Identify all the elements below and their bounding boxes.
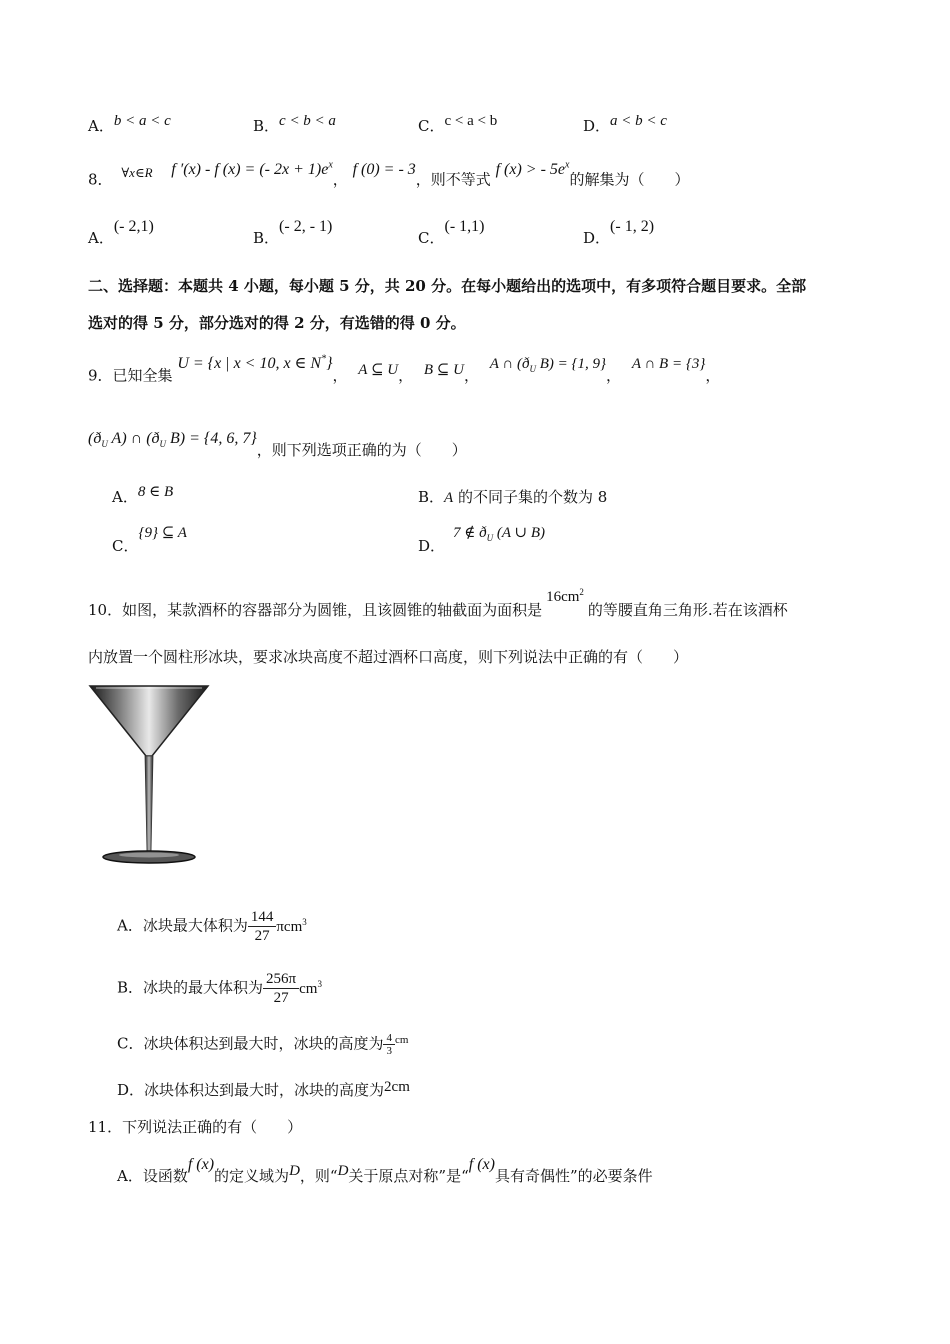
stem-text: 10．如图，某款酒杯的容器部分为圆锥，且该圆锥的轴截面为面积是 xyxy=(88,601,543,619)
option-tag: D． xyxy=(418,537,446,555)
function-fx: f (x) xyxy=(187,1156,215,1173)
q9-intersection-1 xyxy=(489,356,607,375)
glass-stem xyxy=(145,756,153,852)
q10-option-a xyxy=(117,908,307,945)
q10-stem-line-2: 内放置一个圆柱形冰块，要求冰块高度不超过酒杯口高度，则下列说法中正确的有（ ） xyxy=(88,648,689,666)
q8-option-d xyxy=(583,218,655,249)
option-expr: (- 2,1) xyxy=(113,218,154,235)
set-close: } xyxy=(326,355,333,373)
q10-option-b xyxy=(117,970,322,1007)
area-text: 16cm xyxy=(546,589,580,605)
numerator: 144 xyxy=(248,908,277,927)
q10-area xyxy=(546,589,584,605)
q10-option-c xyxy=(117,1032,408,1057)
comp-sub: U xyxy=(159,439,167,450)
option-tag: B． xyxy=(253,229,280,247)
ineq-sup: x xyxy=(565,160,570,171)
option-tag: D． xyxy=(583,117,611,135)
option-text: 的不同子集的个数为 8 xyxy=(453,488,608,506)
option-tag: A． xyxy=(112,488,138,506)
option-expr: A xyxy=(444,490,454,506)
domain-d: D xyxy=(289,1163,300,1179)
q11-option-a xyxy=(117,1156,653,1187)
q8-mid-text: ，则不等式 xyxy=(415,170,491,189)
option-text: 的定义域为 xyxy=(214,1167,290,1185)
option-expr: a < b < c xyxy=(610,113,667,129)
q9-intersection-2: A ∩ B = {3} xyxy=(631,356,706,373)
comp-sub: U xyxy=(101,439,108,450)
question-number: 8． xyxy=(88,170,113,189)
option-tag: C． xyxy=(112,537,139,555)
q8-condition: ∀x∈R xyxy=(121,165,153,181)
q9-universal-set xyxy=(177,355,332,372)
eq-sup: x xyxy=(328,160,333,171)
cap-tail: B) = {1, 9} xyxy=(536,356,607,373)
q7-option-a xyxy=(88,113,171,137)
option-expr: {9} ⊆ A xyxy=(138,525,187,541)
comma: ， xyxy=(398,366,414,385)
unit-text: cm xyxy=(299,980,318,997)
ineq-text: f (x) > - 5e xyxy=(495,161,566,179)
comma: ， xyxy=(463,366,479,385)
option-expr: (- 1,1) xyxy=(444,218,485,235)
area-sup: 2 xyxy=(579,587,584,597)
option-unit: 2cm xyxy=(384,1079,410,1095)
option-text: B．冰块的最大体积为 xyxy=(117,978,264,997)
function-fx: f (x) xyxy=(468,1156,495,1173)
cap-text: A ∩ (ð xyxy=(489,356,530,373)
comp-text: A) ∩ (ð xyxy=(107,430,160,447)
expr-text: 7 ∉ ð xyxy=(453,525,487,541)
option-expr xyxy=(453,525,545,541)
unit-sup: 3 xyxy=(302,916,307,927)
option-unit: cm xyxy=(394,1033,409,1046)
comp-text: B) = {4, 6, 7} xyxy=(166,430,257,447)
eq-text: f ′(x) - f (x) = (- 2x + 1)e xyxy=(171,161,329,179)
fraction xyxy=(248,908,277,945)
option-text: D．冰块体积达到最大时，冰块的高度为 xyxy=(117,1081,385,1099)
denominator: 27 xyxy=(273,990,289,1006)
q9-option-c xyxy=(112,525,187,557)
q10-stem-line-1 xyxy=(88,587,788,621)
option-tag: B． xyxy=(418,488,445,506)
fraction xyxy=(383,1032,395,1057)
option-expr: 8 ∈ B xyxy=(137,484,174,500)
comma: ， xyxy=(705,366,721,385)
domain-d: D xyxy=(337,1163,349,1179)
unit-text: πcm xyxy=(276,918,303,935)
option-text: 关于原点对称”是“ xyxy=(348,1167,469,1185)
q8-option-c xyxy=(418,218,485,249)
fraction xyxy=(263,970,299,1007)
glass-bowl xyxy=(90,686,208,756)
numerator: 256π xyxy=(263,970,299,989)
denominator: 3 xyxy=(386,1045,392,1057)
q8-option-a xyxy=(88,218,154,249)
comma: ， xyxy=(606,366,622,385)
option-text: 具有奇偶性”的必要条件 xyxy=(494,1167,653,1185)
option-tag: A． xyxy=(88,117,114,135)
option-tag: D． xyxy=(583,229,611,247)
q7-option-b xyxy=(253,113,336,137)
comma: ， xyxy=(332,366,348,385)
option-expr: (- 2, - 1) xyxy=(279,218,333,235)
option-tag: B． xyxy=(253,117,280,135)
q8-equation xyxy=(171,161,332,178)
q9-a-subset: A ⊆ U xyxy=(358,362,399,379)
q9-complement-intersection xyxy=(88,430,257,450)
option-expr: b < a < c xyxy=(113,113,171,129)
q9-b-subset: B ⊆ U xyxy=(423,362,464,379)
section-2-line-1: 二、选择题：本题共 4 小题，每小题 5 分，共 20 分。在每小题给出的选项中，有多项符合题目要求。全部 xyxy=(88,277,807,295)
option-unit xyxy=(276,916,307,935)
numerator: 4 xyxy=(383,1032,395,1045)
option-text: C．冰块体积达到最大时，冰块的高度为 xyxy=(117,1034,384,1053)
q11-title: 11．下列说法正确的有（ ） xyxy=(88,1118,303,1136)
martini-glass-image xyxy=(88,682,210,866)
set-sup: * xyxy=(321,354,327,365)
cap-sub: U xyxy=(529,364,536,375)
section-2-line-2: 选对的得 5 分，部分选对的得 2 分，有选错的得 0 分。 xyxy=(88,314,466,332)
q9-stem-line-2 xyxy=(88,428,467,459)
denominator: 27 xyxy=(254,928,270,944)
option-expr: c < b < a xyxy=(279,113,336,129)
q9-option-d xyxy=(418,525,546,562)
q8-option-b xyxy=(253,218,333,249)
option-text: ，则“ xyxy=(299,1167,338,1185)
q7-option-d xyxy=(583,113,667,137)
q9-option-a xyxy=(112,484,174,508)
question-number: 9．已知全集 xyxy=(88,366,173,385)
expr-sub: U xyxy=(486,533,494,543)
q10-option-d xyxy=(117,1080,410,1101)
q8-inequality xyxy=(496,161,570,178)
comma: ， xyxy=(332,170,348,189)
q9-option-b xyxy=(418,487,607,508)
q9-tail: ，则下列选项正确的为（ ） xyxy=(256,441,467,459)
q8-stem xyxy=(88,160,690,190)
option-text: A．冰块最大体积为 xyxy=(117,916,248,935)
q8-tail: 的解集为（ ） xyxy=(569,170,690,189)
option-tag: C． xyxy=(418,229,445,247)
q7-option-c xyxy=(418,113,498,137)
option-tag: C． xyxy=(418,117,445,135)
stem-text: 的等腰直角三角形.若在该酒杯 xyxy=(587,601,788,619)
comp-text: (ð xyxy=(88,430,102,447)
set-text: U = {x | x < 10, x ∈ N xyxy=(177,355,322,373)
option-tag: A． xyxy=(88,229,114,247)
q8-initial: f (0) = - 3 xyxy=(352,161,416,179)
option-expr: (- 1, 2) xyxy=(610,218,655,235)
option-text: A．设函数 xyxy=(117,1167,188,1185)
expr-text: (A ∪ B) xyxy=(493,525,546,541)
option-unit xyxy=(299,978,322,997)
option-expr: c < a < b xyxy=(444,113,498,129)
q9-stem-line-1 xyxy=(88,354,721,391)
unit-sup: 3 xyxy=(317,978,322,989)
